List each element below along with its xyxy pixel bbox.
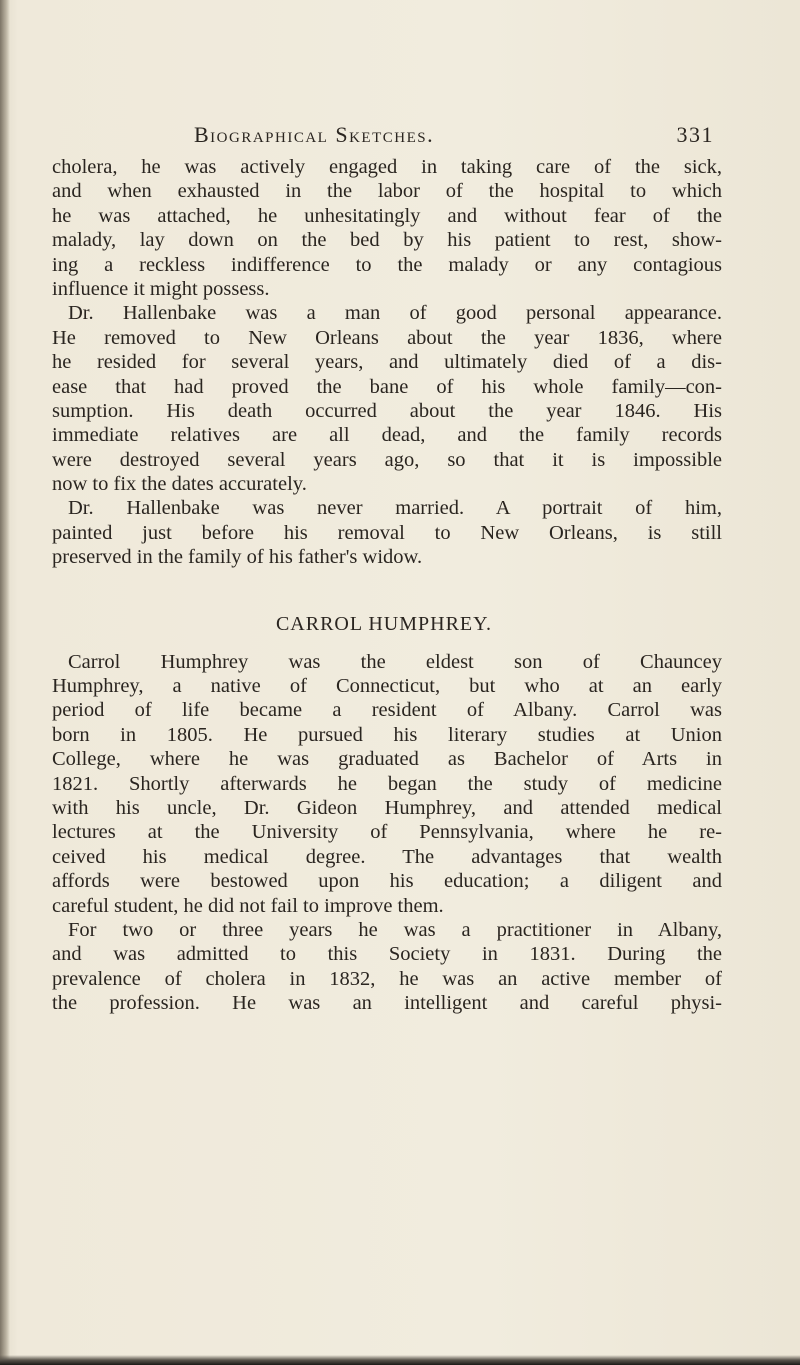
text-line: prevalence of cholera in 1832, he was an active member of <box>52 967 722 990</box>
text-line: painted just before his removal to New Orleans, is still <box>52 521 722 544</box>
text-line: cholera, he was actively engaged in taking care of the sick, <box>52 156 722 178</box>
page-binding-edge <box>0 0 10 1365</box>
running-head-title: Biographical Sketches. <box>194 122 435 147</box>
text-line: now to fix the dates accurately. <box>52 473 307 496</box>
text-line: Dr. Hallenbake was a man of good personal appearance. <box>68 302 722 325</box>
text-line: born in 1805. He pursued his literary studies at Union <box>52 723 722 746</box>
text-line: 1821. Shortly afterwards he began the study of medicine <box>52 772 722 795</box>
text-line: Dr. Hallenbake was never married. A portrait of him, <box>68 497 722 520</box>
text-line: lectures at the University of Pennsylvania, where he re- <box>52 821 722 844</box>
text-line: affords were bestowed upon his education; a diligent and <box>52 870 722 893</box>
paragraph <box>52 496 722 569</box>
text-line: influence it might possess. <box>52 277 270 300</box>
text-line: with his uncle, Dr. Gideon Humphrey, and attended medical <box>52 796 722 819</box>
text-line: were destroyed several years ago, so that it is impossible <box>52 448 722 471</box>
text-line: immediate relatives are all dead, and the family records <box>52 424 722 447</box>
text-line: malady, lay down on the bed by his patient to rest, show- <box>52 229 722 252</box>
text-line: preserved in the family of his father's widow. <box>52 546 423 569</box>
text-line: ease that had proved the bane of his whole family—con- <box>52 375 722 398</box>
text-line: careful student, he did not fail to improve them. <box>52 894 444 917</box>
text-line: ing a reckless indifference to the malady or any contagious <box>52 253 722 276</box>
page-number: 331 <box>676 122 714 147</box>
body-text <box>52 155 722 1016</box>
text-line: period of life became a resident of Albany. Carrol was <box>52 699 722 722</box>
text-line: and was admitted to this Society in 1831. During the <box>52 943 722 966</box>
paragraph <box>52 301 722 496</box>
text-line: he was attached, he unhesitatingly and without fear of the <box>52 204 722 227</box>
page-bottom-edge <box>0 1355 800 1365</box>
text-line: College, where he was graduated as Bachelor of Arts in <box>52 748 722 771</box>
text-line: For two or three years he was a practitioner in Albany, <box>68 918 722 941</box>
text-line: the profession. He was an intelligent and careful physi- <box>52 992 722 1015</box>
text-line: Carrol Humphrey was the eldest son of Chauncey <box>68 650 722 673</box>
paragraph <box>52 918 722 1016</box>
text-line: sumption. His death occurred about the year 1846. His <box>52 399 722 422</box>
text-line: he resided for several years, and ultimately died of a dis- <box>52 351 722 374</box>
text-line: Humphrey, a native of Connecticut, but who at an early <box>52 675 722 698</box>
text-line: and when exhausted in the labor of the hospital to which <box>52 180 722 203</box>
section-heading: CARROL HUMPHREY. <box>275 612 493 635</box>
text-line: He removed to New Orleans about the year 1836, where <box>52 326 722 349</box>
running-head <box>194 122 714 148</box>
paragraph <box>52 650 722 918</box>
text-line: ceived his medical degree. The advantages that wealth <box>52 845 722 868</box>
paragraph <box>52 155 722 301</box>
